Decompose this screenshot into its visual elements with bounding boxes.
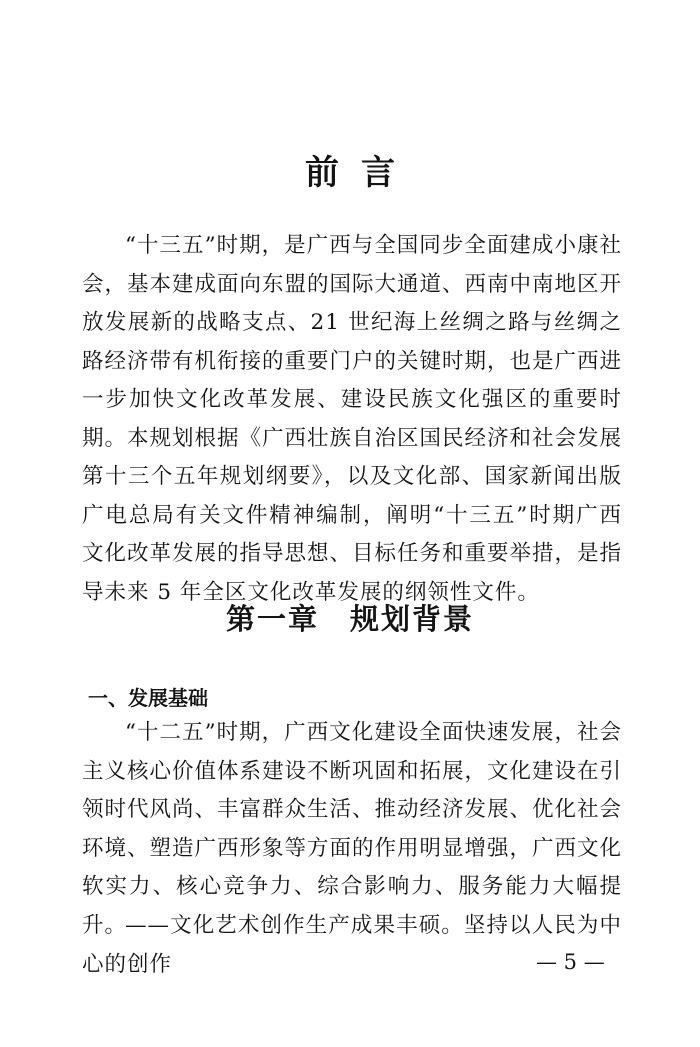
section-heading: 一、发展基础	[88, 686, 208, 710]
preface-paragraph: “十三五”时期，是广西与全国同步全面建成小康社会，基本建成面向东盟的国际大通道、西南中南地区开放发展新的战略支点、21 世纪海上丝绸之路与丝绸之路经济带有机衔接的重要门户的关键时期，也是广西进一步加快文化改革发展、建设民族文化强区的重要时期。本规划根据《广西壮族自治区国民经济和社会发展第十三个五年规划纲要》，以及文化部、国家新闻出版广电总局有关文件精神编制，阐明“十三五”时期广西文化改革发展的指导思想、目标任务和重要举措，是指导未来 5 年全区文化改革发展的纲领性文件。	[82, 233, 623, 605]
body-paragraph: “十二五”时期，广西文化建设全面快速发展，社会主义核心价值体系建设不断巩固和拓展，文化建设在引领时代风尚、丰富群众生活、推动经济发展、优化社会环境、塑造广西形象等方面的作用明显增强，广西文化软实力、核心竞争力、综合影响力、服务能力大幅提升。	[82, 720, 623, 938]
preface-title: 前言	[305, 153, 417, 193]
chapter-title: 第一章 规划背景	[225, 602, 474, 636]
body-paragraph-continued: ——文化艺术创作生产成果丰硕。坚持以人民为中心的创作	[82, 913, 622, 977]
page-number: — 5 —	[536, 950, 605, 974]
